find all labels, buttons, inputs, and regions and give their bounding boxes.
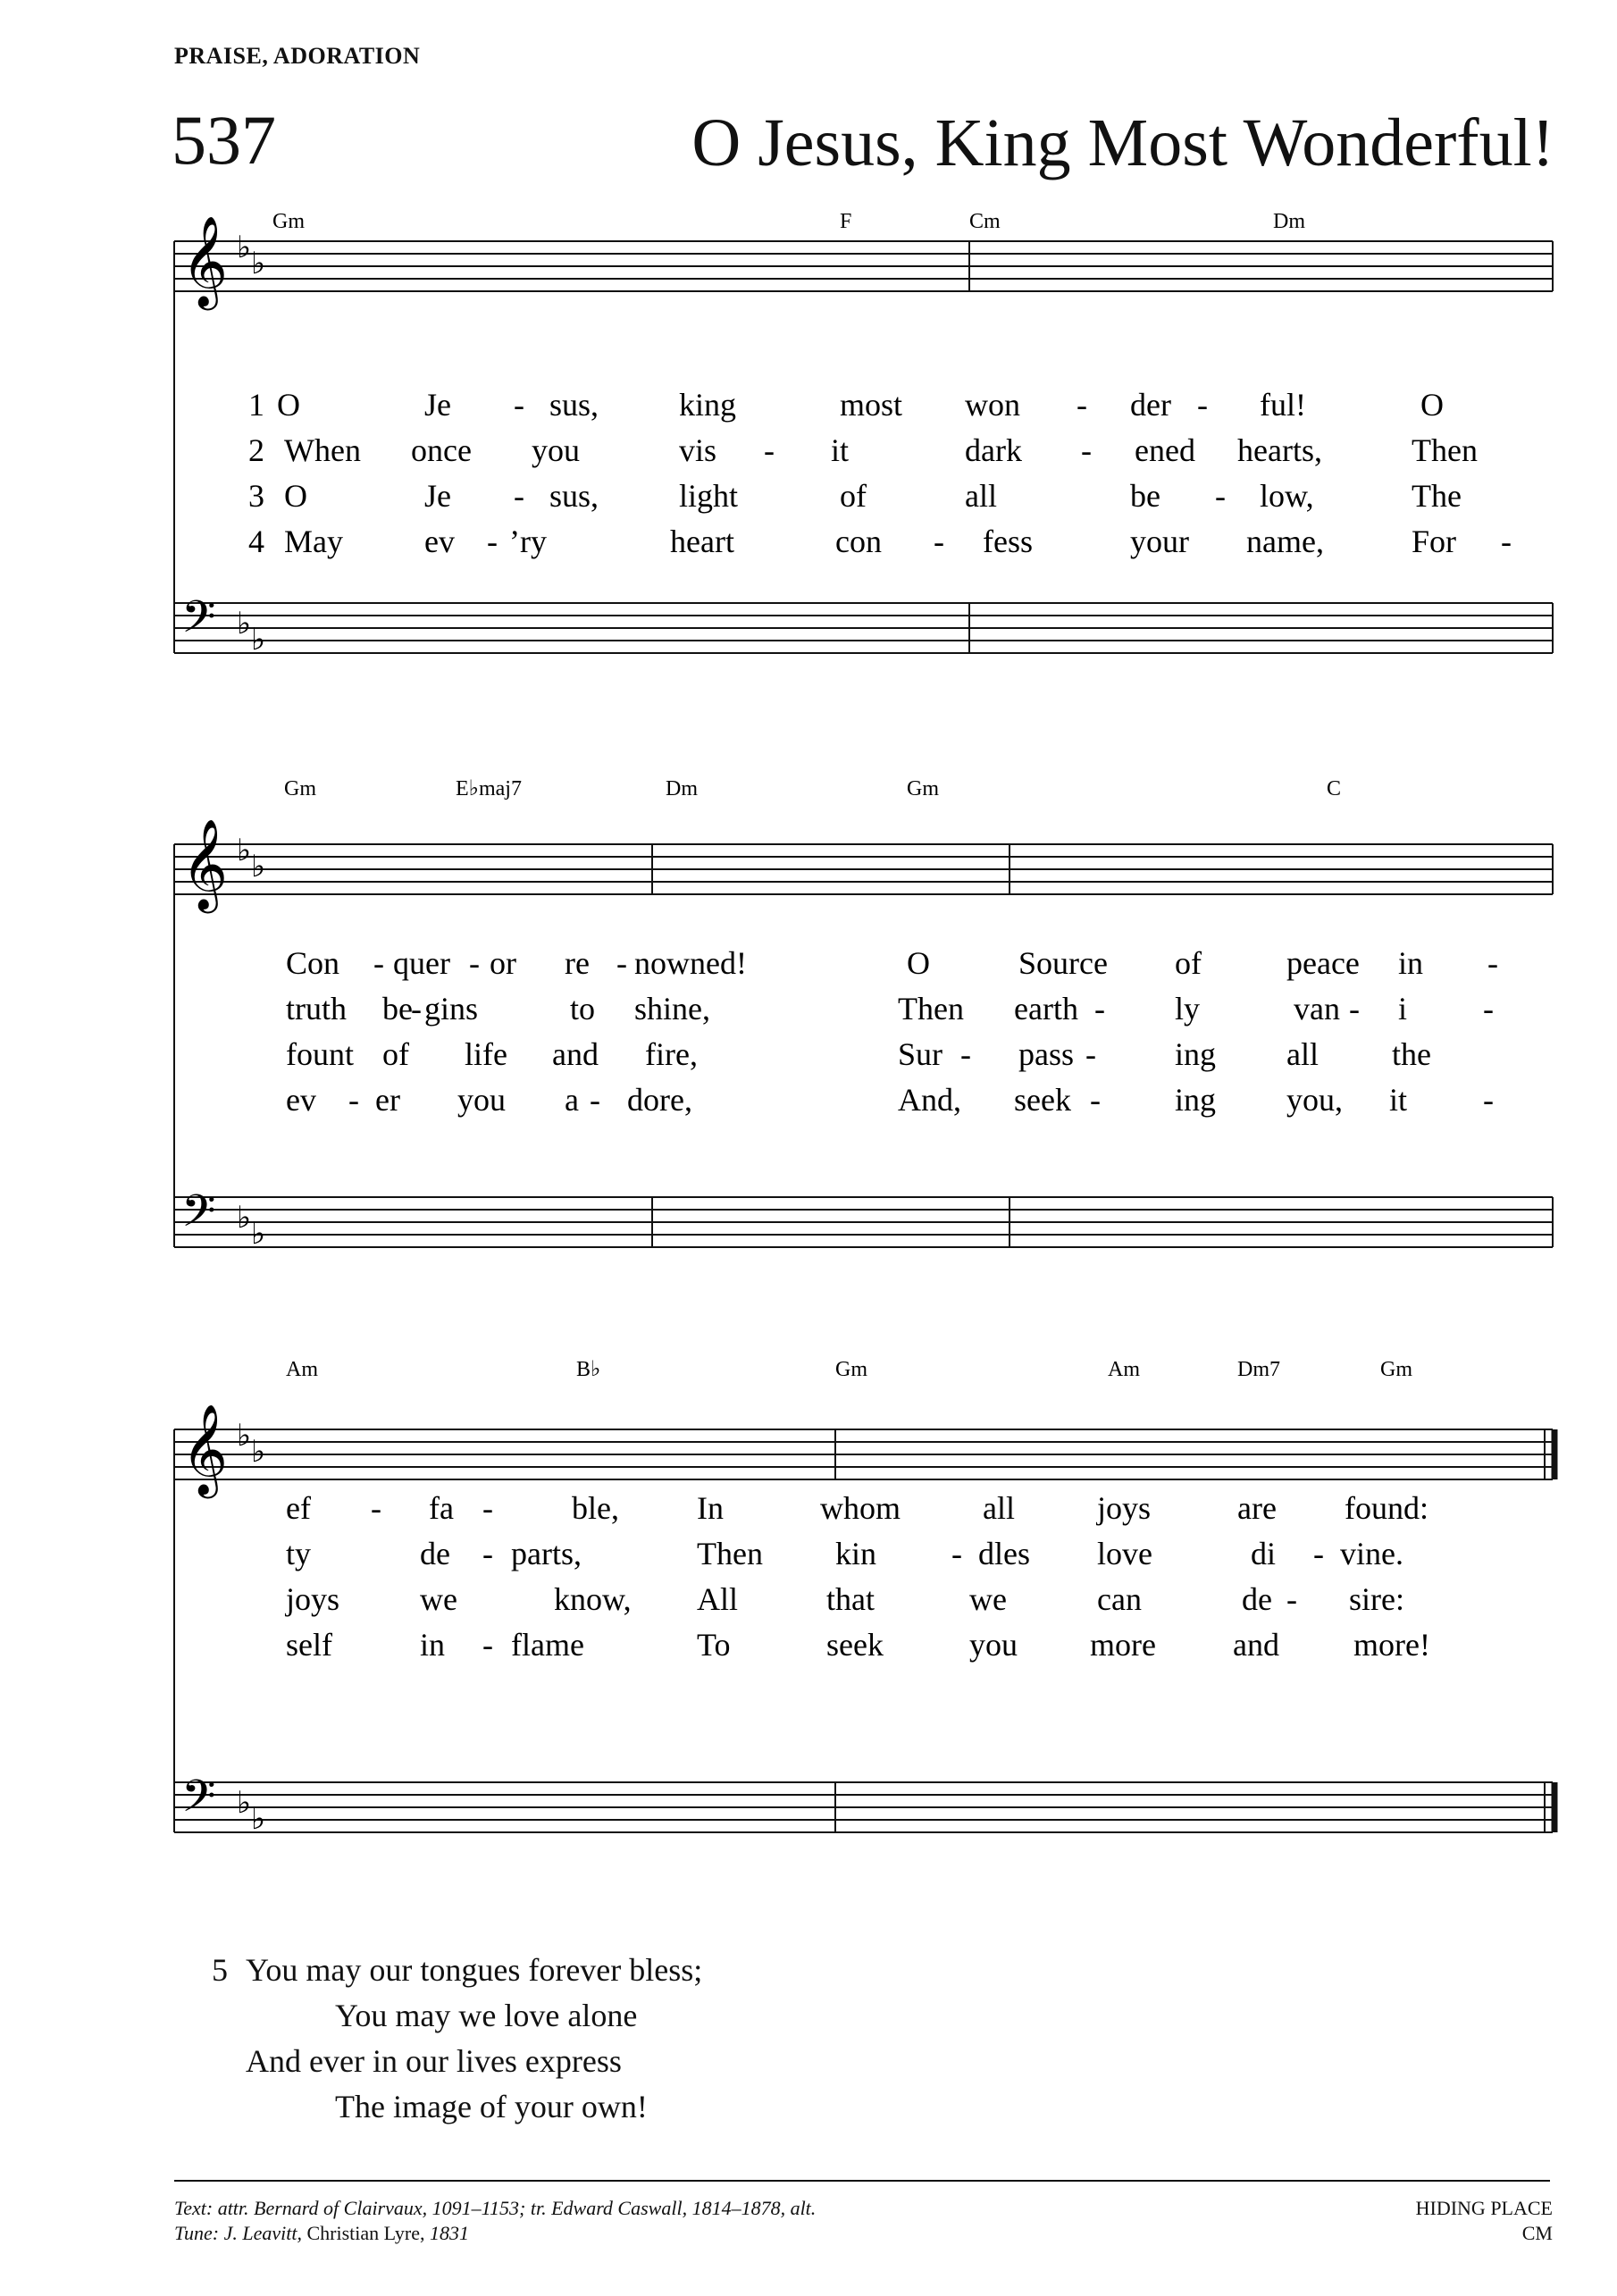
lyric-syllable: - — [514, 387, 524, 423]
lyric-syllable: - — [1094, 991, 1105, 1026]
lyric-syllable: ble, — [572, 1490, 619, 1526]
flat-key-signature: ♭ — [251, 1434, 266, 1470]
lyric-syllable: seek — [1014, 1082, 1071, 1118]
lyric-syllable: - — [1215, 478, 1226, 514]
flat-key-signature: ♭ — [237, 1785, 252, 1821]
lyric-syllable: - — [1313, 1536, 1324, 1571]
tune-name: HIDING PLACE — [1415, 2197, 1553, 2219]
lyric-syllable: or — [490, 945, 516, 981]
lyric-syllable: - — [482, 1536, 493, 1571]
verse-5 — [212, 1948, 703, 2130]
lyric-syllable: Then — [697, 1536, 763, 1571]
treble-clef: 𝄞 — [181, 817, 229, 909]
lyric-syllable: - — [960, 1036, 971, 1072]
lyric-syllable: self — [286, 1627, 332, 1663]
lyric-syllable: - — [469, 945, 480, 981]
lyric-syllable: - — [487, 524, 498, 559]
flat-key-signature: ♭ — [237, 833, 252, 868]
lyric-syllable: ful! — [1260, 387, 1306, 423]
lyric-syllable: - — [764, 432, 775, 468]
lyric-syllable: parts, — [511, 1536, 582, 1571]
lyric-syllable: - — [373, 945, 384, 981]
section-label: PRAISE, ADORATION — [174, 43, 421, 69]
lyric-syllable: your — [1130, 524, 1189, 559]
lyric-syllable: - — [1349, 991, 1360, 1026]
flat-key-signature: ♭ — [251, 1216, 266, 1252]
lyric-syllable: - — [1501, 524, 1512, 559]
lyric-syllable: name, — [1246, 524, 1324, 559]
lyric-syllable: O — [277, 387, 300, 423]
lyric-syllable: Je — [424, 478, 451, 514]
lyric-syllable: hearts, — [1237, 432, 1322, 468]
lyric-syllable: low, — [1260, 478, 1314, 514]
lyric-syllable: quer — [393, 945, 450, 981]
lyric-syllable: O — [1420, 387, 1444, 423]
lyric-syllable: life — [465, 1036, 507, 1072]
lyric-syllable: ing — [1175, 1036, 1217, 1072]
lyric-syllable: - — [934, 524, 944, 559]
lyric-syllable: - — [1483, 1082, 1494, 1118]
chord-symbol: C — [1327, 777, 1342, 800]
lyric-syllable: dark — [965, 432, 1022, 468]
text-credit: Text: attr. Bernard of Clairvaux, 1091–1153; tr. Edward Caswall, 1814–1878, alt. — [174, 2197, 817, 2219]
lyric-syllable: Sur — [898, 1036, 943, 1072]
lyric-syllable: fess — [983, 524, 1033, 559]
chord-symbol: Am — [1108, 1358, 1140, 1381]
lyric-syllable: dles — [978, 1536, 1030, 1571]
flat-key-signature: ♭ — [237, 1200, 252, 1236]
lyric-syllable: - — [514, 478, 524, 514]
flat-key-signature: ♭ — [237, 230, 252, 265]
lyric-syllable: in — [1398, 945, 1424, 981]
lyric-syllable: O — [284, 478, 307, 514]
lyric-syllable: All — [697, 1581, 739, 1617]
lyric-syllable: be — [1130, 478, 1160, 514]
flat-key-signature: ♭ — [251, 246, 266, 281]
lyric-syllable: O — [907, 945, 930, 981]
verse-5-line: 5 You may our tongues forever bless; — [212, 1948, 702, 1993]
chord-symbol: Dm7 — [1237, 1358, 1280, 1381]
tune-info — [1416, 2196, 1553, 2246]
lyric-syllable: - — [616, 945, 627, 981]
lyric-syllable: fire, — [645, 1036, 698, 1072]
flat-key-signature: ♭ — [251, 622, 266, 658]
lyric-syllable: you — [532, 432, 580, 468]
lyric-syllable: whom — [820, 1490, 901, 1526]
lyric-syllable: - — [951, 1536, 962, 1571]
lyric-syllable: con — [835, 524, 882, 559]
lyric-syllable: ty — [286, 1536, 312, 1571]
lyric-syllable: de — [420, 1536, 450, 1571]
lyric-syllable: and — [552, 1036, 599, 1072]
chord-symbol: Am — [286, 1358, 318, 1381]
lyric-syllable: 4 — [248, 524, 264, 559]
lyric-syllable: - — [371, 1490, 381, 1526]
lyric-syllable: sus, — [549, 387, 599, 423]
lyric-syllable: all — [965, 478, 997, 514]
lyric-syllable: - — [1483, 991, 1494, 1026]
lyric-syllable: be — [382, 991, 413, 1026]
verse-5-line: And ever in our lives express — [246, 2043, 622, 2079]
lyric-syllable: found: — [1345, 1490, 1428, 1526]
chord-symbol: Gm — [835, 1358, 867, 1381]
lyric-syllable: - — [590, 1082, 600, 1118]
tune-meter: CM — [1521, 2222, 1553, 2244]
lyric-syllable: ef — [286, 1490, 311, 1526]
chord-symbol: Cm — [969, 210, 1001, 233]
lyric-syllable: ev — [286, 1082, 316, 1118]
lyric-syllable: Source — [1018, 945, 1108, 981]
verse-5-line: You may we love alone — [335, 1998, 638, 2033]
chord-symbol: B♭ — [576, 1358, 601, 1381]
lyric-syllable: 2 — [248, 432, 264, 468]
chord-symbol: F — [840, 210, 852, 233]
lyric-syllable: sire: — [1349, 1581, 1404, 1617]
chord-symbol: Dm — [1273, 210, 1305, 233]
lyric-syllable: Con — [286, 945, 340, 981]
chord-symbol: Gm — [272, 210, 305, 233]
lyric-syllable: all — [1286, 1036, 1319, 1072]
lyric-syllable: you — [457, 1082, 506, 1118]
flat-key-signature: ♭ — [251, 1801, 266, 1837]
tune-credit: Tune: J. Leavitt, Christian Lyre, 1831 — [174, 2222, 469, 2244]
lyric-syllable: shine, — [634, 991, 710, 1026]
lyric-syllable: van — [1294, 991, 1340, 1026]
lyric-syllable: - — [482, 1490, 493, 1526]
lyric-syllable: king — [679, 387, 737, 423]
lyric-syllable: When — [284, 432, 361, 468]
flat-key-signature: ♭ — [237, 606, 252, 641]
lyric-syllable: all — [983, 1490, 1015, 1526]
lyric-syllable: ’ry — [509, 524, 547, 559]
lyric-syllable: once — [411, 432, 472, 468]
verse-number: 5 — [212, 1952, 228, 1988]
hymn-title: O Jesus, King Most Wonderful! — [691, 105, 1554, 180]
lyric-syllable: i — [1398, 991, 1408, 1026]
lyric-syllable: gins — [424, 991, 479, 1026]
lyric-syllable: di — [1251, 1536, 1277, 1571]
hymn-number: 537 — [172, 101, 276, 179]
lyric-syllable: of — [1175, 945, 1202, 981]
lyric-syllable: in — [420, 1627, 446, 1663]
lyric-syllable: 1 — [248, 387, 264, 423]
lyric-syllable: that — [826, 1581, 875, 1617]
lyric-syllable: - — [1085, 1036, 1096, 1072]
lyric-syllable: In — [697, 1490, 724, 1526]
lyric-syllable: of — [382, 1036, 409, 1072]
lyric-syllable: you — [969, 1627, 1018, 1663]
lyric-syllable: - — [482, 1627, 493, 1663]
chord-symbol: Gm — [1380, 1358, 1412, 1381]
verse-5-line: The image of your own! — [335, 2089, 648, 2124]
treble-clef: 𝄞 — [181, 214, 229, 306]
chord-symbol: E♭maj7 — [456, 777, 522, 800]
lyric-syllable: - — [1081, 432, 1092, 468]
lyric-syllable: - — [1197, 387, 1208, 423]
lyric-syllable: vine. — [1340, 1536, 1403, 1571]
lyric-syllable: - — [348, 1082, 359, 1118]
lyric-syllable: nowned! — [634, 945, 747, 981]
lyric-syllable: won — [965, 387, 1020, 423]
lyric-syllable: Je — [424, 387, 451, 423]
lyric-syllable: vis — [679, 432, 717, 468]
lyric-syllable: it — [1389, 1082, 1408, 1118]
flat-key-signature: ♭ — [237, 1418, 252, 1454]
lyric-syllable: re — [565, 945, 590, 981]
lyric-syllable: To — [697, 1627, 731, 1663]
lyric-syllable: love — [1097, 1536, 1152, 1571]
lyric-syllable: May — [284, 524, 343, 559]
lyric-syllable: ly — [1175, 991, 1201, 1026]
lyric-syllable: know, — [554, 1581, 632, 1617]
lyric-syllable: For — [1412, 524, 1457, 559]
lyric-syllable: pass — [1018, 1036, 1074, 1072]
lyric-syllable: Then — [898, 991, 964, 1026]
lyric-syllable: joys — [1097, 1490, 1152, 1526]
lyric-syllable: The — [1412, 478, 1462, 514]
lyric-syllable: earth — [1014, 991, 1078, 1026]
lyric-syllable: 3 — [248, 478, 264, 514]
lyric-syllable: - — [1487, 945, 1498, 981]
footer-rule — [174, 2180, 1550, 2182]
lyric-syllable: ev — [424, 524, 455, 559]
lyric-syllable: heart — [670, 524, 734, 559]
lyric-syllable: fa — [429, 1490, 454, 1526]
lyric-syllable: more — [1090, 1627, 1156, 1663]
lyric-syllable: - — [1090, 1082, 1101, 1118]
lyric-syllable: are — [1237, 1490, 1277, 1526]
treble-clef: 𝄞 — [181, 1403, 229, 1495]
chord-symbol: Dm — [666, 777, 698, 800]
lyric-syllable: And, — [898, 1082, 961, 1118]
lyric-syllable: ing — [1175, 1082, 1217, 1118]
lyric-syllable: er — [375, 1082, 400, 1118]
chord-symbol: Gm — [284, 777, 316, 800]
lyric-syllable: - — [1077, 387, 1087, 423]
lyric-syllable: joys — [286, 1581, 340, 1617]
lyric-syllable: de — [1242, 1581, 1272, 1617]
lyric-syllable: and — [1233, 1627, 1279, 1663]
lyric-syllable: the — [1392, 1036, 1431, 1072]
lyric-syllable: - — [1286, 1581, 1297, 1617]
lyric-syllable: we — [969, 1581, 1007, 1617]
lyric-syllable: of — [840, 478, 867, 514]
credits — [174, 2196, 816, 2246]
lyric-syllable: more! — [1353, 1627, 1430, 1663]
lyric-syllable: light — [679, 478, 739, 514]
chord-symbol: Gm — [907, 777, 939, 800]
lyric-syllable: a — [565, 1082, 579, 1118]
lyric-syllable: dore, — [627, 1082, 692, 1118]
lyric-syllable: most — [840, 387, 903, 423]
lyric-syllable: der — [1130, 387, 1171, 423]
lyric-syllable: - — [411, 991, 422, 1026]
lyric-syllable: can — [1097, 1581, 1142, 1617]
bass-clef: 𝄢 — [181, 591, 216, 654]
lyric-syllable: we — [420, 1581, 457, 1617]
lyric-syllable: you, — [1286, 1082, 1343, 1118]
lyric-syllable: sus, — [549, 478, 599, 514]
lyric-syllable: fount — [286, 1036, 354, 1072]
lyric-syllable: Then — [1412, 432, 1478, 468]
lyric-syllable: ened — [1135, 432, 1195, 468]
lyric-syllable: peace — [1286, 945, 1360, 981]
lyric-syllable: truth — [286, 991, 347, 1026]
bass-clef: 𝄢 — [181, 1771, 216, 1833]
bass-clef: 𝄢 — [181, 1186, 216, 1248]
flat-key-signature: ♭ — [251, 849, 266, 884]
lyric-syllable: seek — [826, 1627, 884, 1663]
lyric-syllable: it — [831, 432, 850, 468]
lyric-syllable: flame — [511, 1627, 584, 1663]
lyric-syllable: kin — [835, 1536, 877, 1571]
lyric-syllable: to — [570, 991, 596, 1026]
